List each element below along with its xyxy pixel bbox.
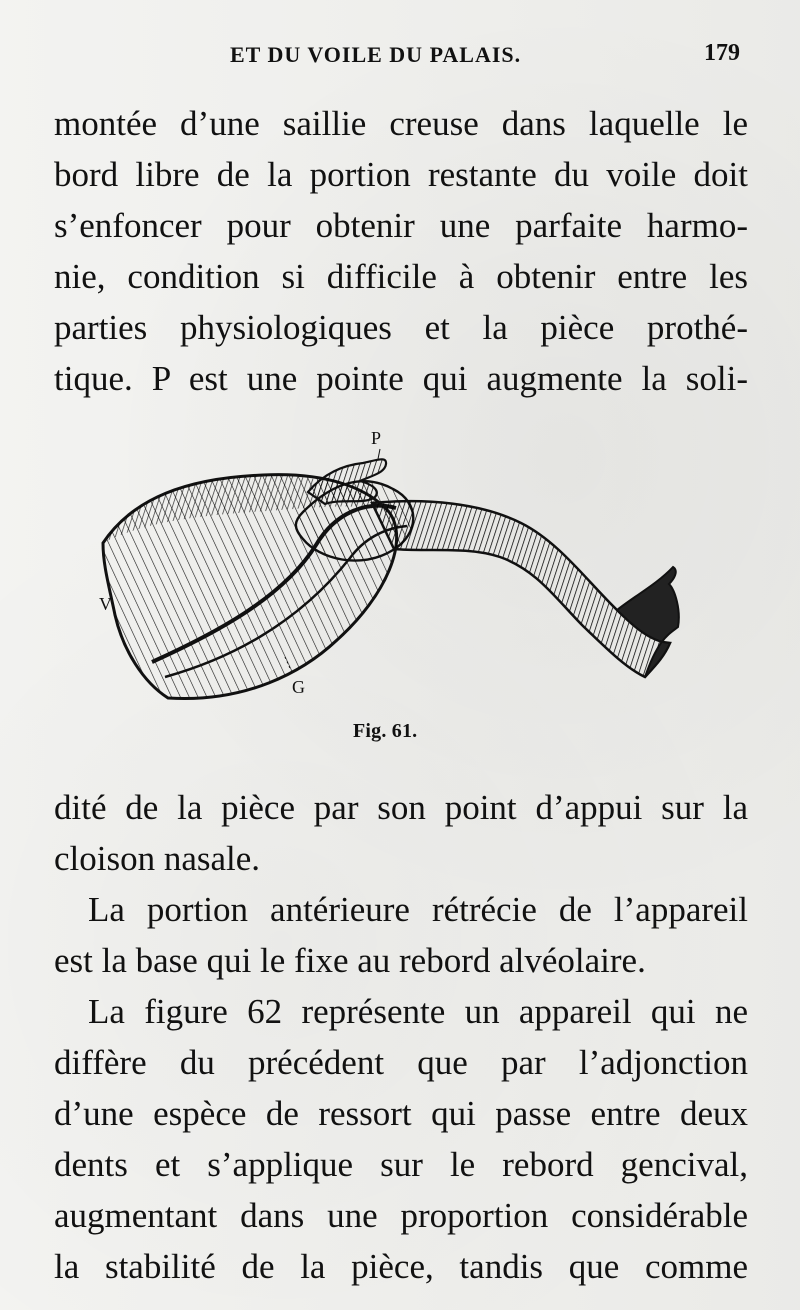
- label-p: P: [371, 428, 382, 448]
- running-header: [230, 42, 740, 76]
- text-line: diffère du précédent que par l’adjonction: [54, 1043, 748, 1082]
- figure-caption: Fig. 61.: [353, 720, 418, 742]
- prosthesis-engraving: [95, 420, 685, 720]
- soft-palate-extension: [372, 501, 670, 677]
- label-g: G: [292, 677, 305, 697]
- top-paragraph: [54, 98, 748, 404]
- text-line: parties physiologiques et la pièce prothé-: [54, 308, 748, 347]
- bottom-paragraphs: [54, 782, 748, 1292]
- page-number: 179: [704, 40, 740, 66]
- text-line: augmentant dans une proportion considérable: [54, 1196, 748, 1235]
- text-line: la stabilité de la pièce, tandis que comme: [54, 1247, 748, 1286]
- text-line: dité de la pièce par son point d’appui sur la: [54, 788, 748, 827]
- text-line: cloison nasale.: [54, 839, 261, 878]
- text-line: d’une espèce de ressort qui passe entre deux: [54, 1094, 748, 1133]
- p-leader: [378, 449, 380, 459]
- text-line: tique. P est une pointe qui augmente la soli-: [54, 359, 748, 398]
- text-line: nie, condition si difficile à obtenir entre les: [54, 257, 748, 296]
- header-title: ET DU VOILE DU PALAIS.: [230, 42, 522, 67]
- text-line: La figure 62 représente un appareil qui ne: [88, 992, 748, 1031]
- text-line: La portion antérieure rétrécie de l’appareil: [88, 890, 748, 929]
- text-line: s’enfoncer pour obtenir une parfaite harmo-: [54, 206, 748, 245]
- text-line: est la base qui le fixe au rebord alvéolaire.: [54, 941, 646, 980]
- label-v: V: [99, 594, 112, 614]
- text-line: montée d’une saillie creuse dans laquelle le: [54, 104, 748, 143]
- text-line: bord libre de la portion restante du voile doit: [54, 155, 748, 194]
- text-line: dents et s’applique sur le rebord gencival,: [54, 1145, 748, 1184]
- engraved-prosthesis-illustration: [95, 420, 685, 720]
